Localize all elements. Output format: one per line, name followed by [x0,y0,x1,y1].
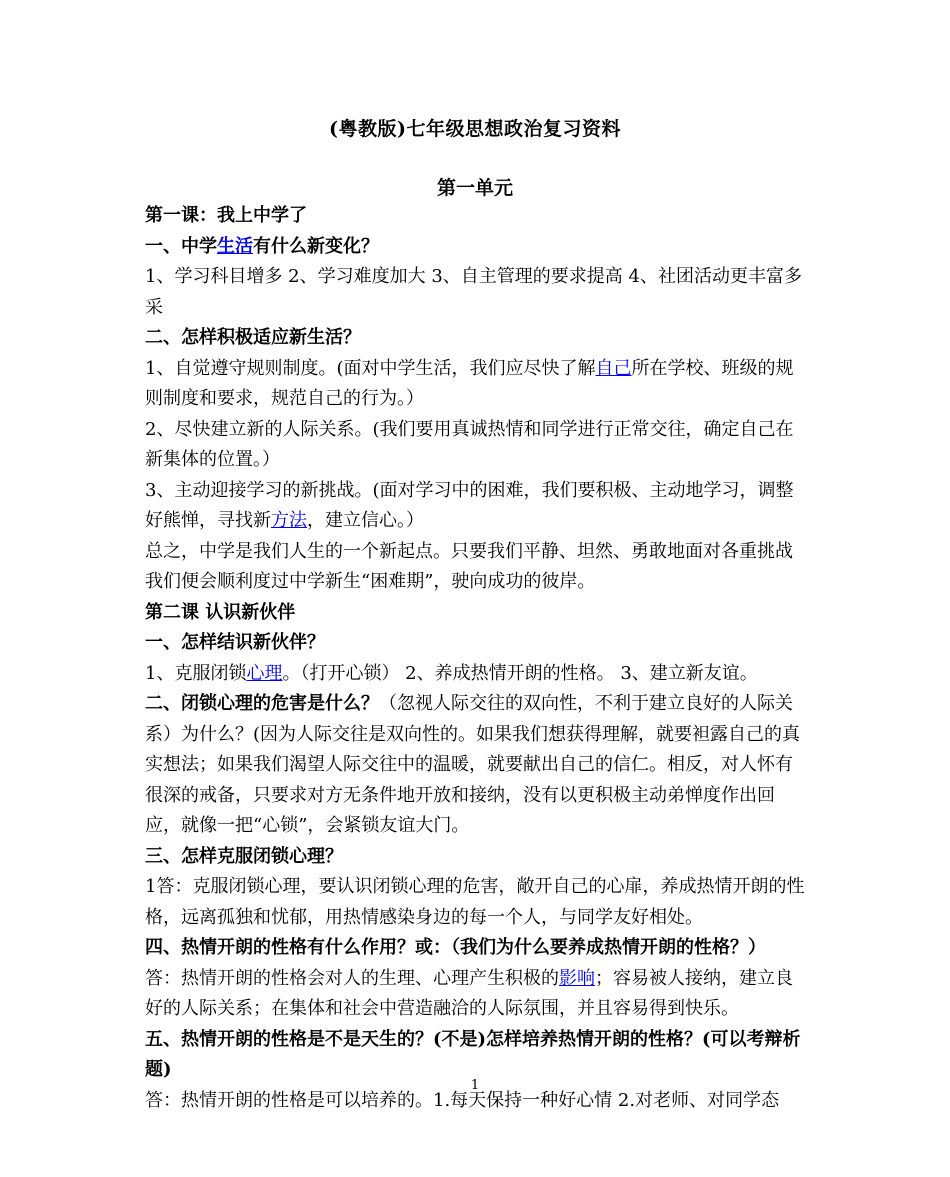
lesson1-summary: 总之，中学是我们人生的一个新起点。只要我们平静、坦然、勇敢地面对各重挑战我们便会顺利度过中学新生“困难期”，驶向成功的彼岸。 [145,540,793,592]
lesson2-title: 第二课 认识新伙伴 [145,601,296,623]
lesson2-a3: 1答：克服闭锁心理，要认识闭锁心理的危害，敞开自己的心扉，养成热情开朗的性格，远离孤独和忧郁，用热情感染身边的每一个人，与同学友好相处。 [145,876,805,928]
unit-title: 第一单元 [436,177,513,199]
lesson1-a2-3 [145,476,810,537]
link-fangfa[interactable]: 方法 [271,510,307,531]
lesson2-q2-heading: 二、闭锁心理的危害是什么？ [145,693,379,714]
lesson2-a1 [145,659,810,690]
lesson1-q1 [145,232,810,263]
lesson2-q3: 三、怎样克服闭锁心理？ [145,845,343,867]
lesson1-a2-1 [145,354,810,415]
lesson1-q2: 二、怎样积极适应新生活？ [145,327,361,348]
page-number: 1 [470,1078,480,1093]
lesson2-q2 [145,689,810,842]
lesson2-q5: 五、热情开朗的性格是不是天生的？(不是)怎样培养热情开朗的性格？(可以考辩析题) [145,1028,801,1080]
lesson1-title: 第一课：我上中学了 [145,205,307,226]
lesson2-a4-post: ；容易被人接纳，建立良好的人际关系；在集体和社会中营造融洽的人际氛围，并且容易得到快乐。 [145,967,793,1019]
lesson1-a2-3-post: ，建立信心。） [307,510,424,531]
link-shenghuo[interactable]: 生活 [217,235,253,257]
lesson1-a2-1-post: 所在学校、班级的规则制度和要求，规范自己的行为。） [145,357,794,409]
document-title: (粤教版)七年级思想政治复习资料 [329,118,621,140]
lesson2-a5: 答：热情开朗的性格是可以培养的。1.每天保持一种好心情 2.对老师、对同学态 [145,1089,780,1111]
lesson1-q1-post: 有什么新变化？ [253,235,379,257]
lesson1-a2-3-pre: 3、主动迎接学习的新挑战。(面对学习中的困难，我们要积极、主动地学习，调整好熊惮，寻找新 [145,479,794,531]
lesson2-a4 [145,964,810,1025]
lesson1-a2-2: 2、尽快建立新的人际关系。(我们要用真诚热情和同学进行正常交往，确定自己在新集体的位置。） [145,418,794,470]
lesson2-a4-pre: 答：热情开朗的性格会对人的生理、心理产生积极的 [145,967,559,989]
link-yingxiang[interactable]: 影响 [559,967,595,989]
link-ziji[interactable]: 自己 [595,357,632,379]
lesson2-q2-text: （忽视人际交往的双向性，不利于建立良好的人际关系）为什么？(因为人际交往是双向性的。如果我们想获得理解，就要袒露自己的真实想法；如果我们渴望人际交往中的温暖，就要献出自己的信仁。相反，对人怀有很深的戒备，只要求对方无条件地开放和接纳，没有以更积极主动弟惮度作出回应，就像一把“心锁”，会紧锁友谊大门。 [145,693,801,836]
link-xinli[interactable]: 心理 [246,662,283,684]
lesson1-a1: 1、学习科目增多 2、学习难度加大 3、自主管理的要求提高 4、社团活动更丰富多采 [145,266,802,318]
lesson1-a2-1-pre: 1、自觉遵守规则制度。(面对中学生活，我们应尽快了解 [145,357,596,379]
lesson2-q1: 一、怎样结识新伙伴？ [145,632,325,653]
document-body [145,201,810,1116]
lesson2-a1-post: 。（打开心锁） 2、养成热情开朗的性格。 3、建立新友谊。 [282,662,758,684]
lesson2-a1-pre: 1、克服闭锁 [145,662,247,684]
lesson2-q4: 四、热情开朗的性格有什么作用？或：（我们为什么要养成热情开朗的性格？） [145,937,766,958]
lesson1-q1-pre: 一、中学 [145,235,217,257]
